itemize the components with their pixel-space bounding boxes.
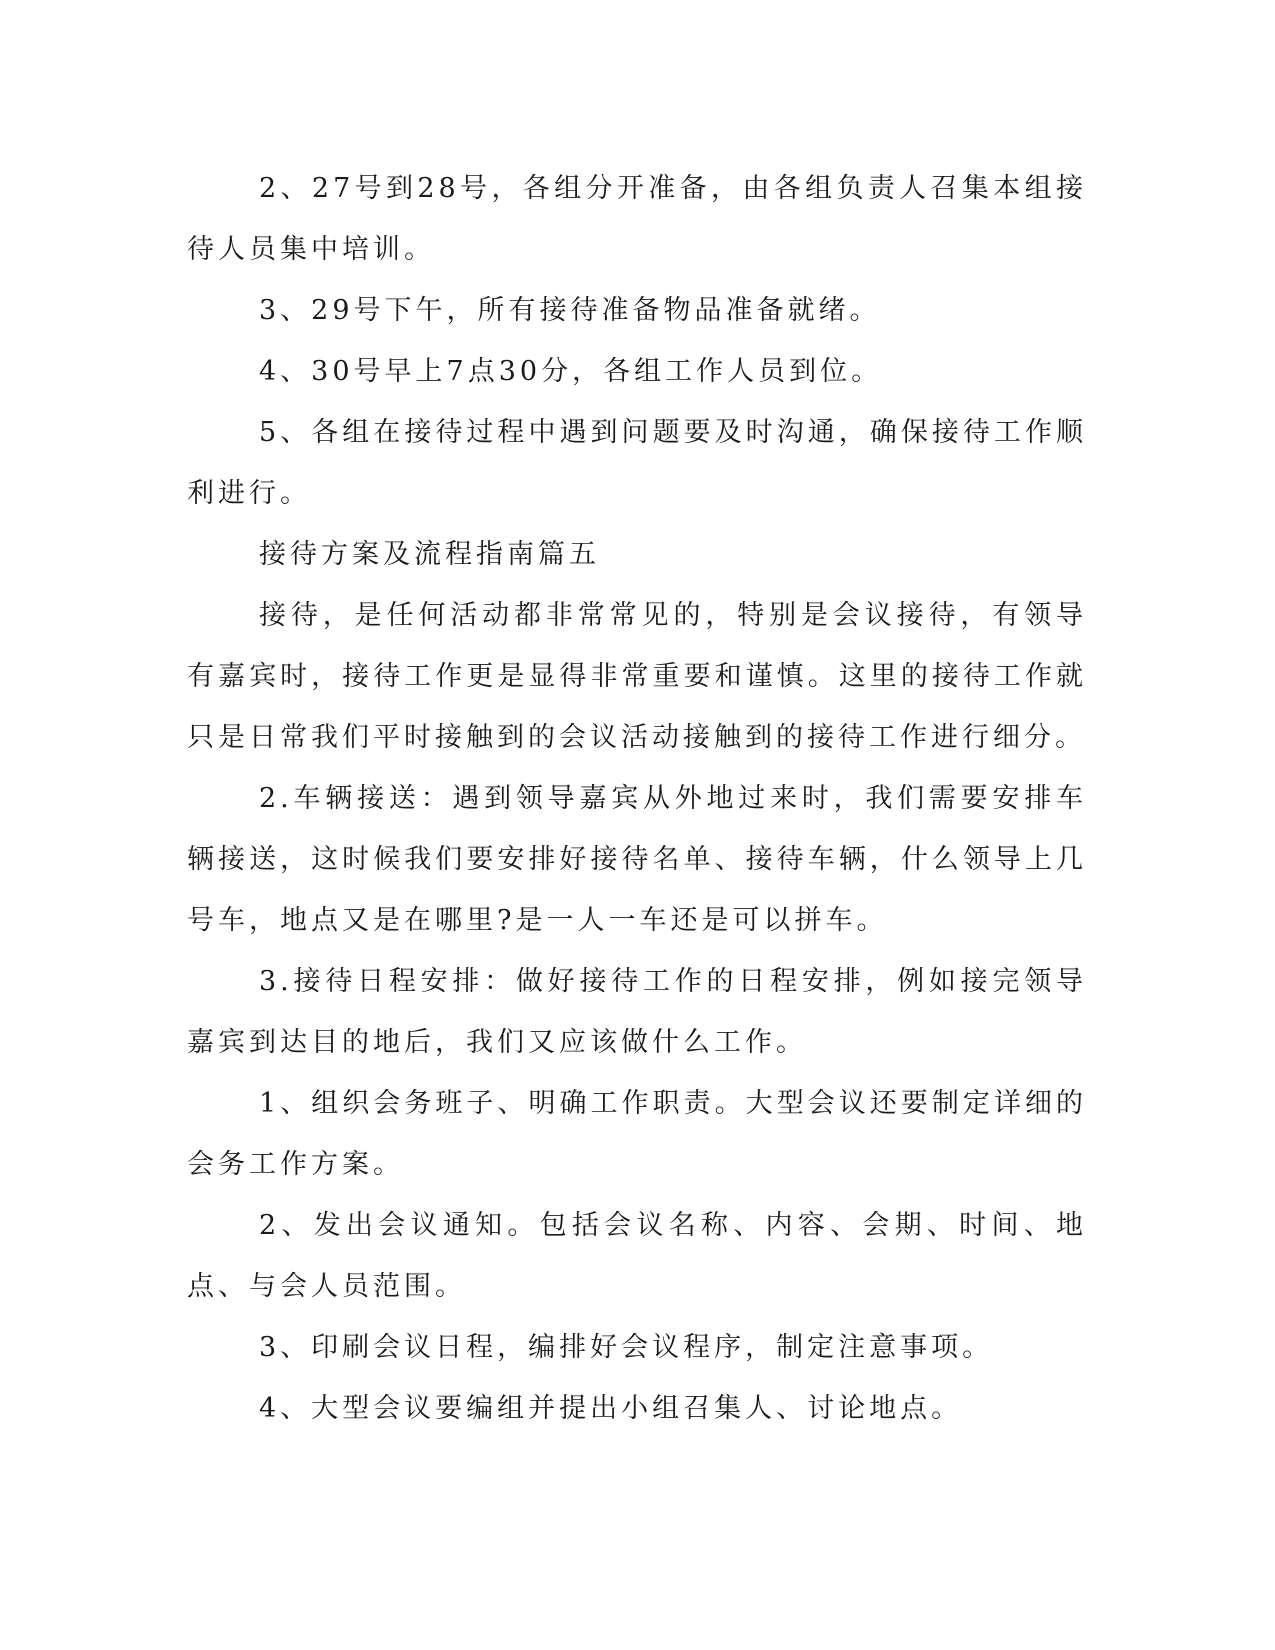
paragraph-vehicle-transport: 2.车辆接送：遇到领导嘉宾从外地过来时，我们需要安排车辆接送，这时候我们要安排好接待名单、接待车辆，什么领导上几号车，地点又是在哪里?是一人一车还是可以拼车。 [187,783,1087,936]
section-heading: 接待方案及流程指南篇五 [259,539,600,570]
document-body [187,158,1087,1439]
paragraph-meeting-notice: 2、发出会议通知。包括会议名称、内容、会期、时间、地点、与会人员范围。 [187,1210,1087,1302]
paragraph-intro: 接待，是任何活动都非常常见的，特别是会议接待，有领导有嘉宾时，接待工作更是显得非常重要和谨慎。这里的接待工作就只是日常我们平时接触到的会议活动接触到的接待工作进行细分。 [187,600,1087,753]
paragraph-schedule: 3.接待日程安排：做好接待工作的日程安排，例如接完领导嘉宾到达目的地后，我们又应该做什么工作。 [187,966,1087,1058]
paragraph-print-agenda: 3、印刷会议日程，编排好会议程序，制定注意事项。 [259,1332,994,1363]
paragraph-supplies-ready: 3、29号下午，所有接待准备物品准备就绪。 [259,295,881,326]
paragraph-staff-in-place: 4、30号早上7点30分，各组工作人员到位。 [259,356,883,387]
paragraph-group-discussion: 4、大型会议要编组并提出小组召集人、讨论地点。 [259,1393,963,1424]
paragraph-organize-team: 1、组织会务班子、明确工作职责。大型会议还要制定详细的会务工作方案。 [187,1088,1087,1180]
paragraph-communication: 5、各组在接待过程中遇到问题要及时沟通，确保接待工作顺利进行。 [187,417,1087,509]
paragraph-prep-training: 2、27号到28号，各组分开准备，由各组负责人召集本组接待人员集中培训。 [187,173,1087,265]
